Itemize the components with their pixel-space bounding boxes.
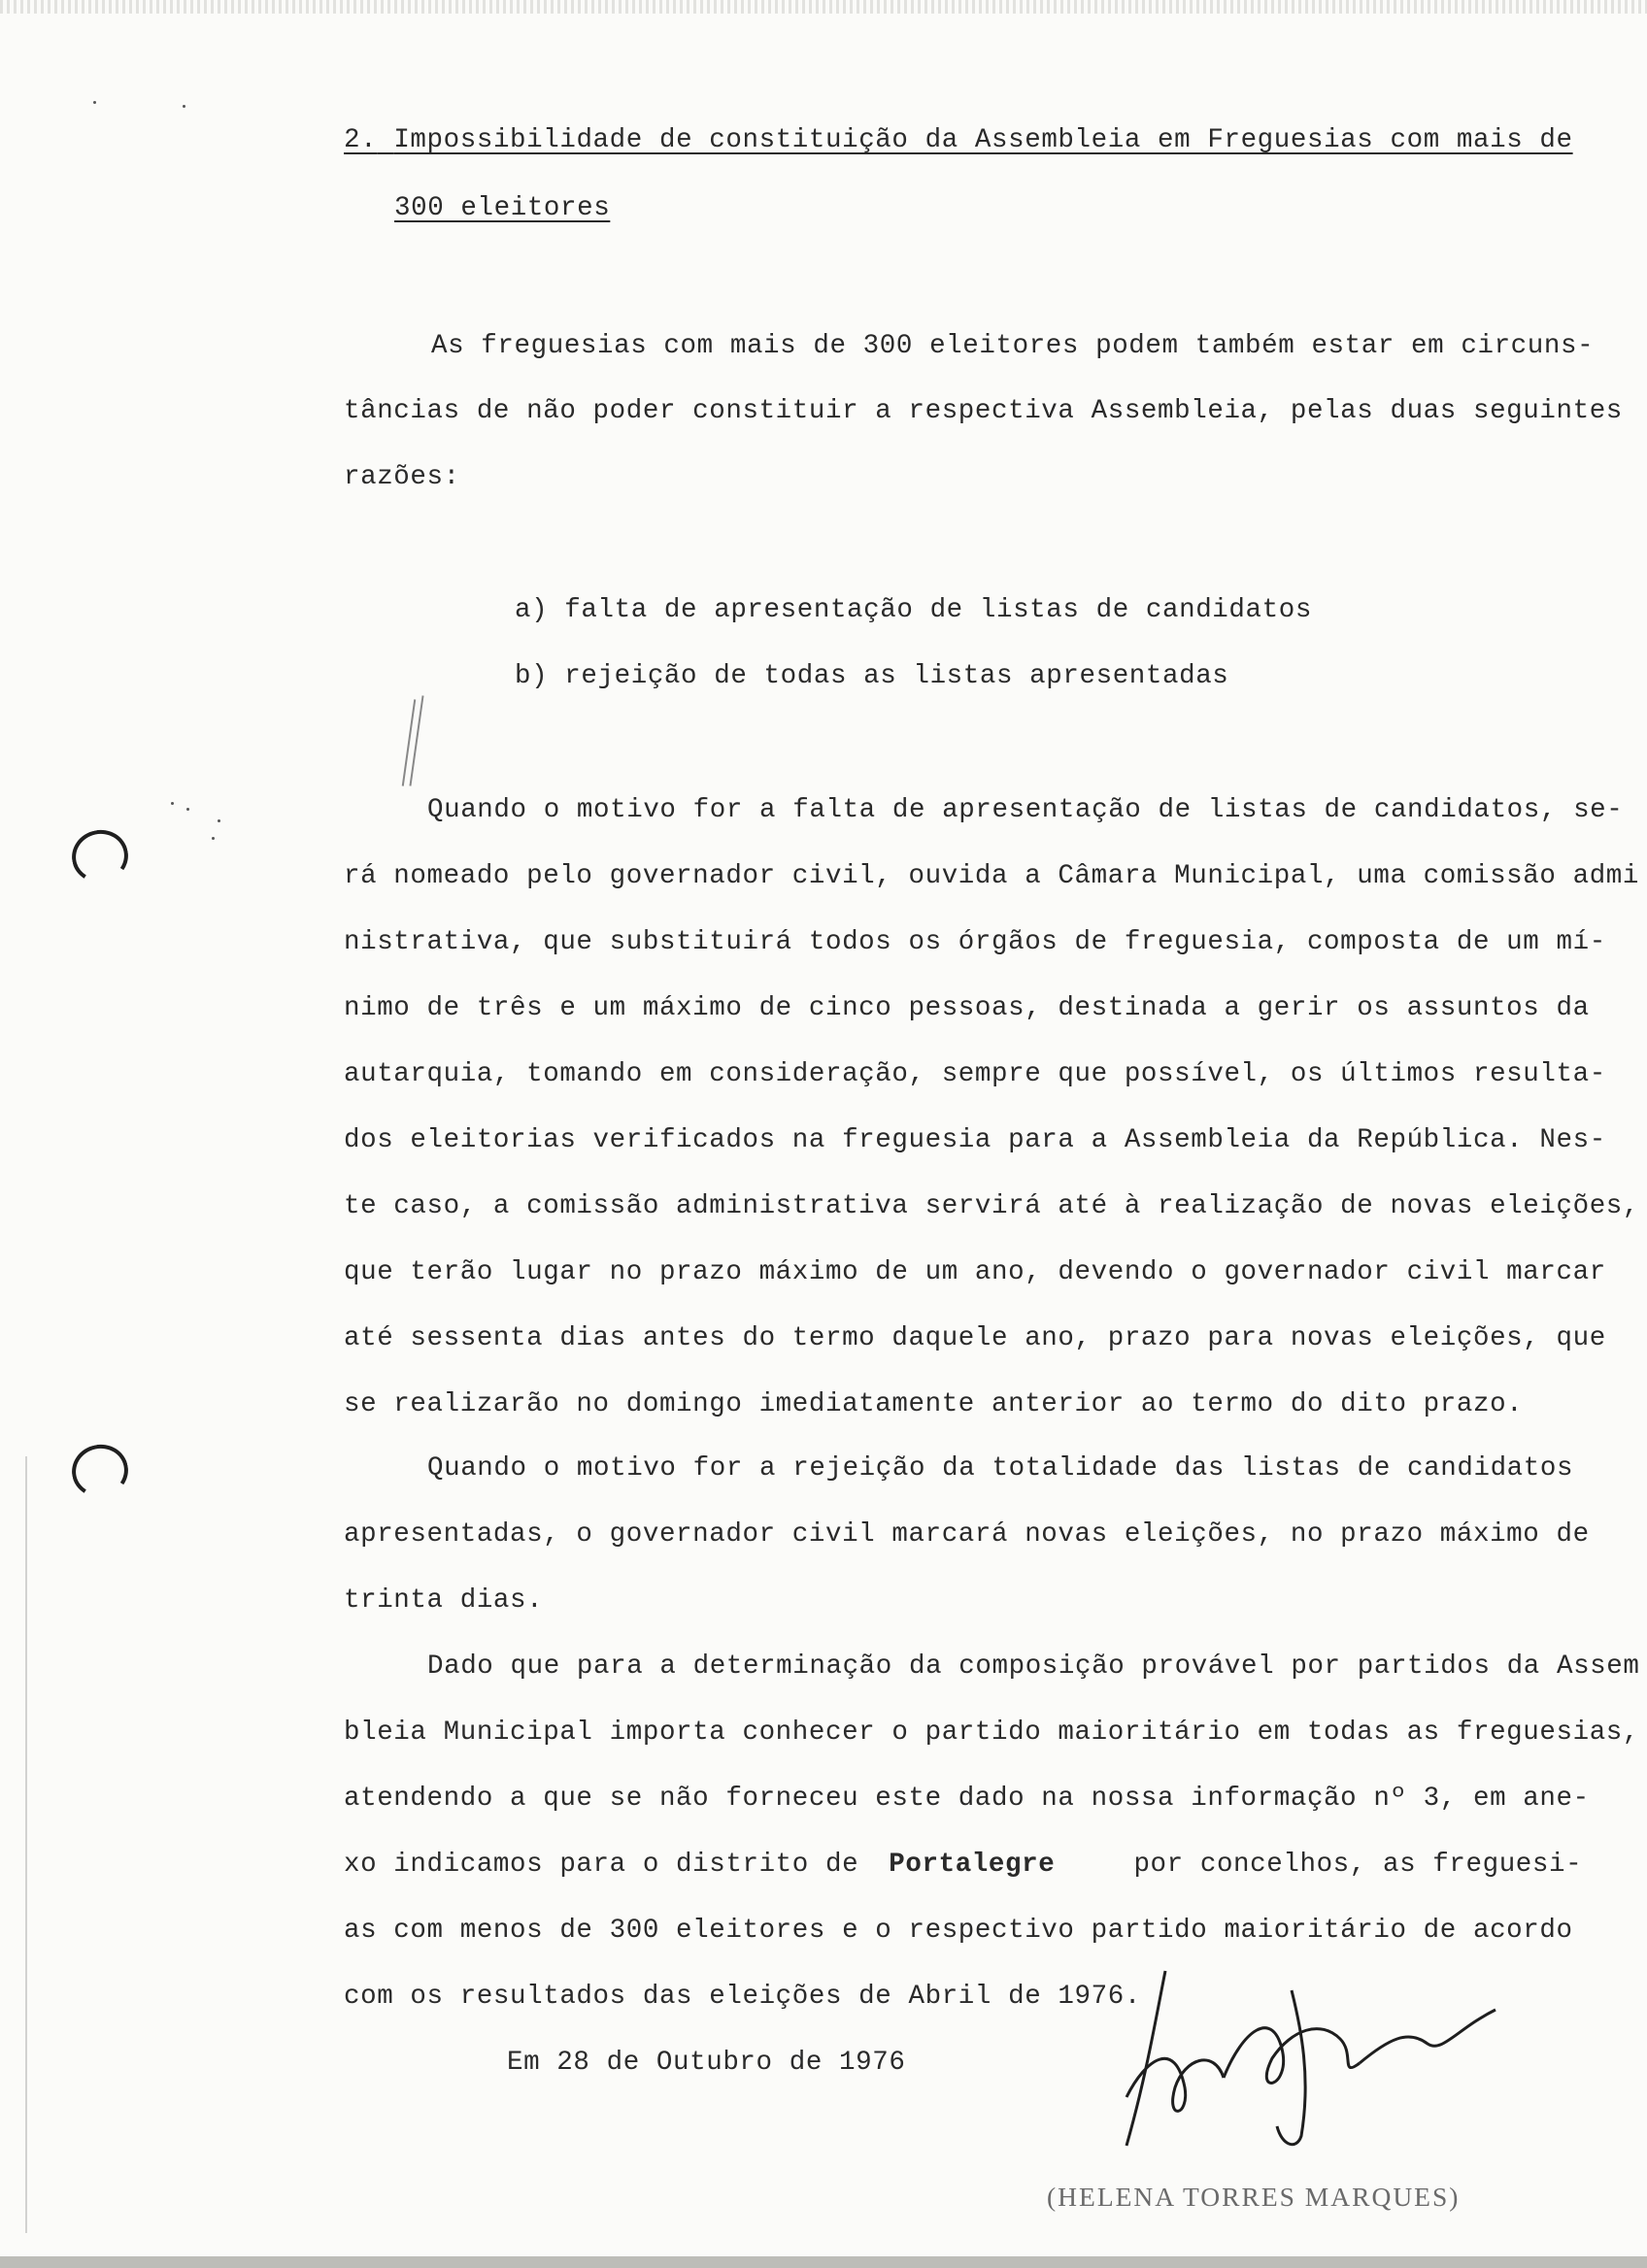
- line-text-after: por concelhos, as freguesi-: [1133, 1850, 1583, 1880]
- margin-dots: [25, 1456, 27, 2233]
- paragraph-line: dos eleitorias verificados na freguesia para a Assembleia da República. Nes-: [344, 1125, 1606, 1155]
- paragraph-line: Dado que para a determinação da composição provável por partidos da Assem: [427, 1651, 1640, 1682]
- pencil-mark: [402, 699, 417, 785]
- paragraph-line: apresentadas, o governador civil marcará novas eleições, no prazo máximo de: [344, 1519, 1590, 1550]
- section-heading-line-2: 300 eleitores: [394, 193, 611, 223]
- paragraph-line: com os resultados das eleições de Abril de 1976.: [344, 1982, 1141, 2012]
- paragraph-line: nistrativa, que substituirá todos os órgãos de freguesia, composta de um mí-: [344, 927, 1606, 957]
- paragraph-line: até sessenta dias antes do termo daquele ano, prazo para novas eleições, que: [344, 1323, 1606, 1353]
- signatory-name: (HELENA TORRES MARQUES): [1047, 2182, 1461, 2212]
- district-name: Portalegre: [889, 1850, 1056, 1880]
- scan-speck: [186, 808, 189, 811]
- pencil-mark: [409, 695, 423, 785]
- scan-bottom-edge: [0, 2256, 1647, 2268]
- section-heading-line-1: Impossibilidade de constituição da Assembleia em Freguesias com mais de: [393, 125, 1573, 155]
- paragraph-line: autarquia, tomando em consideração, sempre que possível, os últimos resulta-: [344, 1059, 1606, 1089]
- scan-speck: [212, 837, 215, 840]
- paragraph-line: trinta dias.: [344, 1585, 544, 1616]
- paragraph-line: se realizarão no domingo imediatamente anterior ao termo do dito prazo.: [344, 1389, 1524, 1419]
- scan-speck: [183, 105, 185, 108]
- punch-hole-icon: [67, 1440, 133, 1503]
- paragraph-line: Quando o motivo for a rejeição da totalidade das listas de candidatos: [427, 1453, 1574, 1484]
- line-text-before: xo indicamos para o distrito de: [344, 1850, 859, 1880]
- scan-speck: [93, 101, 96, 104]
- paragraph-line-district: [344, 1849, 1582, 1882]
- scan-speck: [171, 802, 174, 805]
- intro-line: razões:: [344, 462, 460, 492]
- paragraph-line: te caso, a comissão administrativa servirá até à realização de novas eleições,: [344, 1191, 1640, 1221]
- reason-item: a) falta de apresentação de listas de candidatos: [515, 595, 1312, 625]
- punch-hole-icon: [67, 825, 133, 888]
- paragraph-line: rá nomeado pelo governador civil, ouvida a Câmara Municipal, uma comissão admi: [344, 861, 1640, 891]
- paragraph-line: atendendo a que se não forneceu este dado na nossa informação nº 3, em ane-: [344, 1784, 1590, 1814]
- intro-line: tâncias de não poder constituir a respectiva Assembleia, pelas duas seguintes: [344, 396, 1623, 426]
- section-heading: [344, 124, 1573, 157]
- paragraph-line: as com menos de 300 eleitores e o respectivo partido maioritário de acordo: [344, 1916, 1573, 1946]
- date-line: Em 28 de Outubro de 1976: [507, 2048, 906, 2078]
- scan-top-edge: [0, 0, 1647, 14]
- paragraph-line: nimo de três e um máximo de cinco pessoas, destinada a gerir os assuntos da: [344, 993, 1590, 1023]
- section-number: 2.: [344, 125, 378, 155]
- intro-line: As freguesias com mais de 300 eleitores podem também estar em circuns-: [431, 331, 1595, 361]
- paragraph-line: que terão lugar no prazo máximo de um ano, devendo o governador civil marcar: [344, 1257, 1606, 1287]
- reason-item: b) rejeição de todas as listas apresentadas: [515, 661, 1229, 691]
- paragraph-line: bleia Municipal importa conhecer o partido maioritário em todas as freguesias,: [344, 1718, 1640, 1748]
- scan-speck: [218, 819, 220, 822]
- handwritten-signature: [1107, 1951, 1534, 2165]
- paragraph-line: Quando o motivo for a falta de apresentação de listas de candidatos, se-: [427, 795, 1624, 825]
